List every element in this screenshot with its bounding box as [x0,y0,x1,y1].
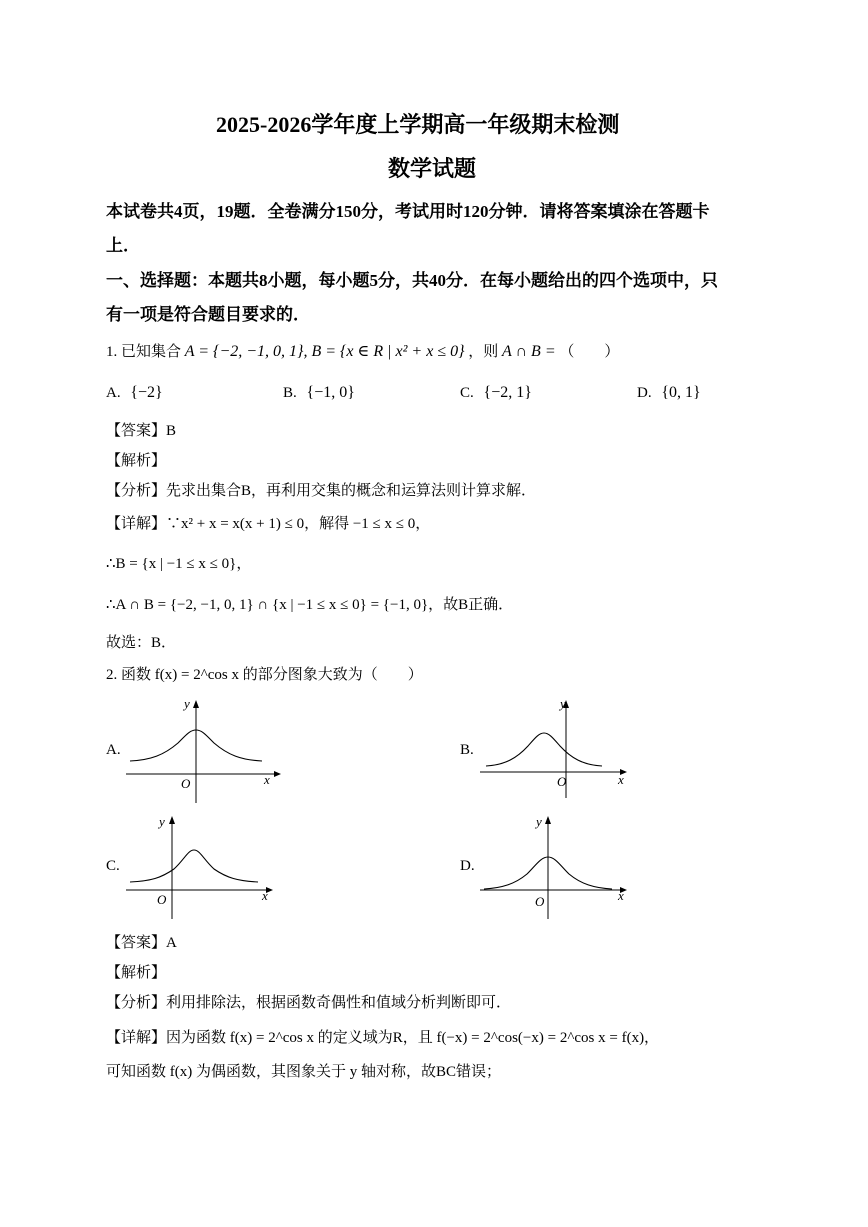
q1-expr: A ∩ B = [502,343,556,360]
q2-option-c-y-label: y [159,814,165,829]
page-subtitle: 数学试题 [388,156,477,181]
q1-option-c-label: C. [460,385,474,401]
q1-option-b-label: B. [283,385,297,401]
q1-paren: （ ） [559,344,620,360]
section-heading-line-2: 有一项是符合题目要求的． [106,305,310,324]
q1-detail-1: 【详解】∵x² + x = x(x + 1) ≤ 0，解得 −1 ≤ x ≤ 0， [106,516,431,532]
q2-option-b-x-label: x [618,772,624,787]
q1-option-b [283,384,355,402]
page-title: 2025-2026学年度上学期高一年级期末检测 [216,112,620,137]
q2-option-a-y-label: y [184,696,190,711]
q1-option-d [637,384,701,402]
q2-option-a-origin: O [181,776,191,791]
intro-line-2: 上． [106,236,140,255]
q1-option-a-label: A. [106,385,121,401]
q1-option-d-value: {0, 1} [661,384,701,401]
q2-option-d-graph [480,814,640,919]
q2-option-d-origin: O [535,894,545,909]
q1-sets: A = {−2, −1, 0, 1}, B = {x ∈ R | x² + x ≤ 0} [184,343,465,360]
intro-line-1: 本试卷共4页，19题．全卷满分150分，考试用时120分钟．请将答案填涂在答题卡 [106,202,710,221]
q1-prefix: 1. 已知集合 [106,344,182,360]
q2-option-d-x-label: x [618,888,624,903]
q1-mid: ，则 [468,344,499,360]
q1-fenxi: 【分析】先求出集合B，再利用交集的概念和运算法则计算求解． [106,483,537,499]
q2-option-b-graph [480,698,640,803]
q1-option-c-value: {−2, 1} [483,384,532,401]
q2-option-d-label: D. [460,858,475,874]
q1-option-c [460,384,532,402]
q2-option-a-graph [126,698,286,803]
q2-analysis-head: 【解析】 [106,965,167,981]
q1-detail-2: ∴B = {x | −1 ≤ x ≤ 0}， [106,556,252,572]
q2-option-a-label: A. [106,742,121,758]
q2-option-c-graph [126,814,286,919]
q2-answer: 【答案】A [106,935,177,951]
q2-option-b-y-label: y [560,696,566,711]
q2-fenxi: 【分析】利用排除法，根据函数奇偶性和值域分析判断即可． [106,995,512,1011]
q2-detail-2: 可知函数 f(x) 为偶函数，其图象关于 y 轴对称，故BC错误； [106,1064,501,1080]
q1-detail-3: ∴A ∩ B = {−2, −1, 0, 1} ∩ {x | −1 ≤ x ≤ 0} = {−1, 0}，故B正确． [106,597,514,613]
q1-option-a [106,384,163,402]
q1-stem [106,340,619,361]
q2-option-c-origin: O [157,892,167,907]
q2-option-a-x-label: x [264,772,270,787]
q2-option-c-label: C. [106,858,120,874]
q2-option-b-label: B. [460,742,474,758]
q1-option-d-label: D. [637,385,652,401]
q2-option-b-origin: O [557,774,567,789]
q2-option-c-x-label: x [262,888,268,903]
q2-stem: 2. 函数 f(x) = 2^cos x 的部分图象大致为（ ） [106,667,423,683]
q1-analysis-head: 【解析】 [106,453,167,469]
q1-choice: 故选：B． [106,635,177,651]
section-heading-line-1: 一、选择题：本题共8小题，每小题5分，共40分．在每小题给出的四个选项中，只 [106,271,718,290]
q1-answer: 【答案】B [106,423,177,439]
q1-option-b-value: {−1, 0} [306,384,355,401]
q1-option-a-value: {−2} [130,384,163,401]
q2-detail-1: 【详解】因为函数 f(x) = 2^cos x 的定义域为R，且 f(−x) = 2^cos(−x) = 2^cos x = f(x)， [106,1030,660,1046]
q2-option-d-y-label: y [536,814,542,829]
